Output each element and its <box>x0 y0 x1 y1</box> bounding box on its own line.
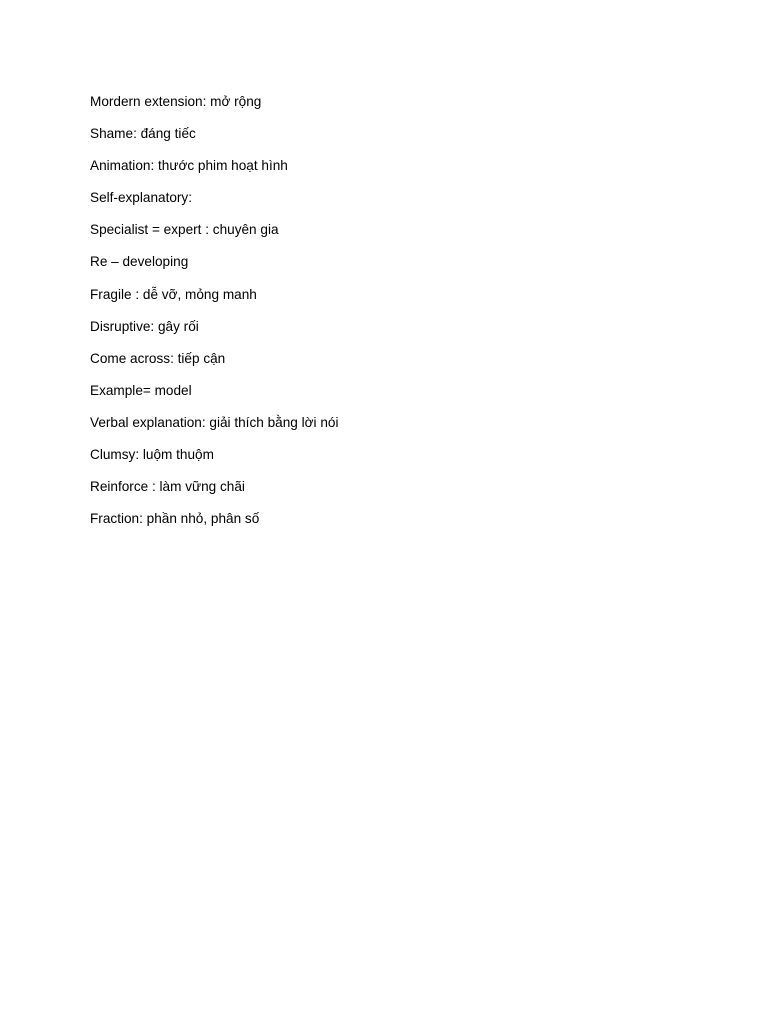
vocab-line: Verbal explanation: giải thích bằng lời nói <box>90 414 339 430</box>
vocabulary-list <box>90 93 338 542</box>
vocab-line: Disruptive: gây rối <box>90 318 199 334</box>
vocab-line: Clumsy: luộm thuộm <box>90 447 214 463</box>
vocab-line: Fraction: phần nhỏ, phân số <box>90 511 260 527</box>
vocab-line: Self-explanatory: <box>90 190 193 206</box>
vocab-line: Fragile : dễ vỡ, mỏng manh <box>90 286 257 302</box>
vocab-line: Come across: tiếp cận <box>90 350 226 366</box>
vocab-line: Shame: đáng tiếc <box>90 126 196 142</box>
vocab-line: Reinforce : làm vững chãi <box>90 479 245 495</box>
vocab-line: Mordern extension: mở rộng <box>90 94 262 109</box>
vocab-line: Specialist = expert : chuyên gia <box>90 222 279 238</box>
vocab-line: Animation: thước phim hoạt hình <box>90 158 288 174</box>
vocab-line: Re – developing <box>90 254 189 270</box>
vocab-line: Example= model <box>90 382 192 398</box>
